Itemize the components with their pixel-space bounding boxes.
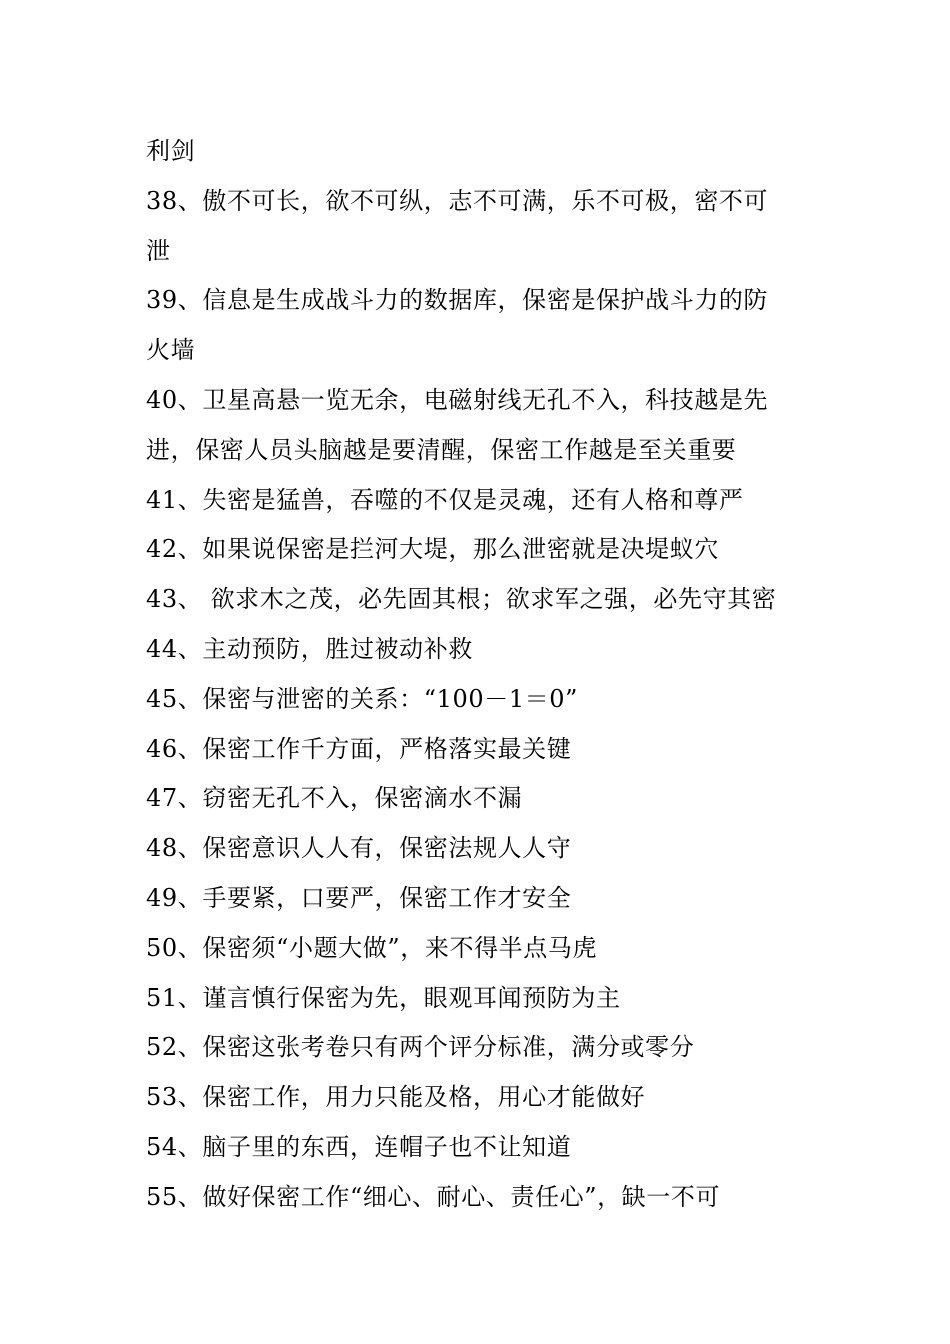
text-line: 50、保密须“小题大做”，来不得半点马虎	[146, 933, 598, 962]
text-line: 46、保密工作千方面，严格落实最关键	[146, 734, 572, 763]
text-line: 40、卫星高悬一览无余，电磁射线无孔不入，科技越是先	[146, 385, 769, 414]
text-line: 53、保密工作，用力只能及格，用心才能做好	[146, 1083, 646, 1112]
text-line: 48、保密意识人人有，保密法规人人守	[146, 834, 572, 863]
text-line: 49、手要紧，口要严，保密工作才安全	[146, 883, 572, 912]
text-line: 利剑	[146, 137, 196, 165]
text-line: 51、谨言慎行保密为先，眼观耳闻预防为主	[146, 983, 621, 1012]
text-line: 54、脑子里的东西，连帽子也不让知道	[146, 1132, 572, 1161]
text-line: 42、如果说保密是拦河大堤，那么泄密就是决堤蚁穴	[146, 535, 719, 564]
text-line: 39、信息是生成战斗力的数据库，保密是保护战斗力的防	[146, 286, 769, 315]
text-line: 41、失密是猛兽，吞噬的不仅是灵魂，还有人格和尊严	[146, 485, 744, 514]
text-line: 43、 欲求木之茂，必先固其根；欲求军之强，必先守其密	[146, 585, 777, 614]
text-line: 泄	[146, 236, 171, 265]
text-line: 52、保密这张考卷只有两个评分标准，满分或零分	[146, 1033, 695, 1062]
text-line: 火墙	[146, 336, 196, 365]
text-line: 45、保密与泄密的关系：“100－1＝0”	[146, 684, 579, 713]
text-line: 55、做好保密工作“细心、耐心、责任心”，缺一不可	[146, 1182, 721, 1211]
text-line: 47、窃密无孔不入，保密滴水不漏	[146, 784, 523, 813]
document-body	[146, 127, 836, 1223]
text-line: 44、主动预防，胜过被动补救	[146, 634, 473, 663]
text-line: 进，保密人员头脑越是要清醒，保密工作越是至关重要	[146, 435, 737, 464]
text-line: 38、傲不可长，欲不可纵，志不可满，乐不可极，密不可	[146, 186, 769, 215]
